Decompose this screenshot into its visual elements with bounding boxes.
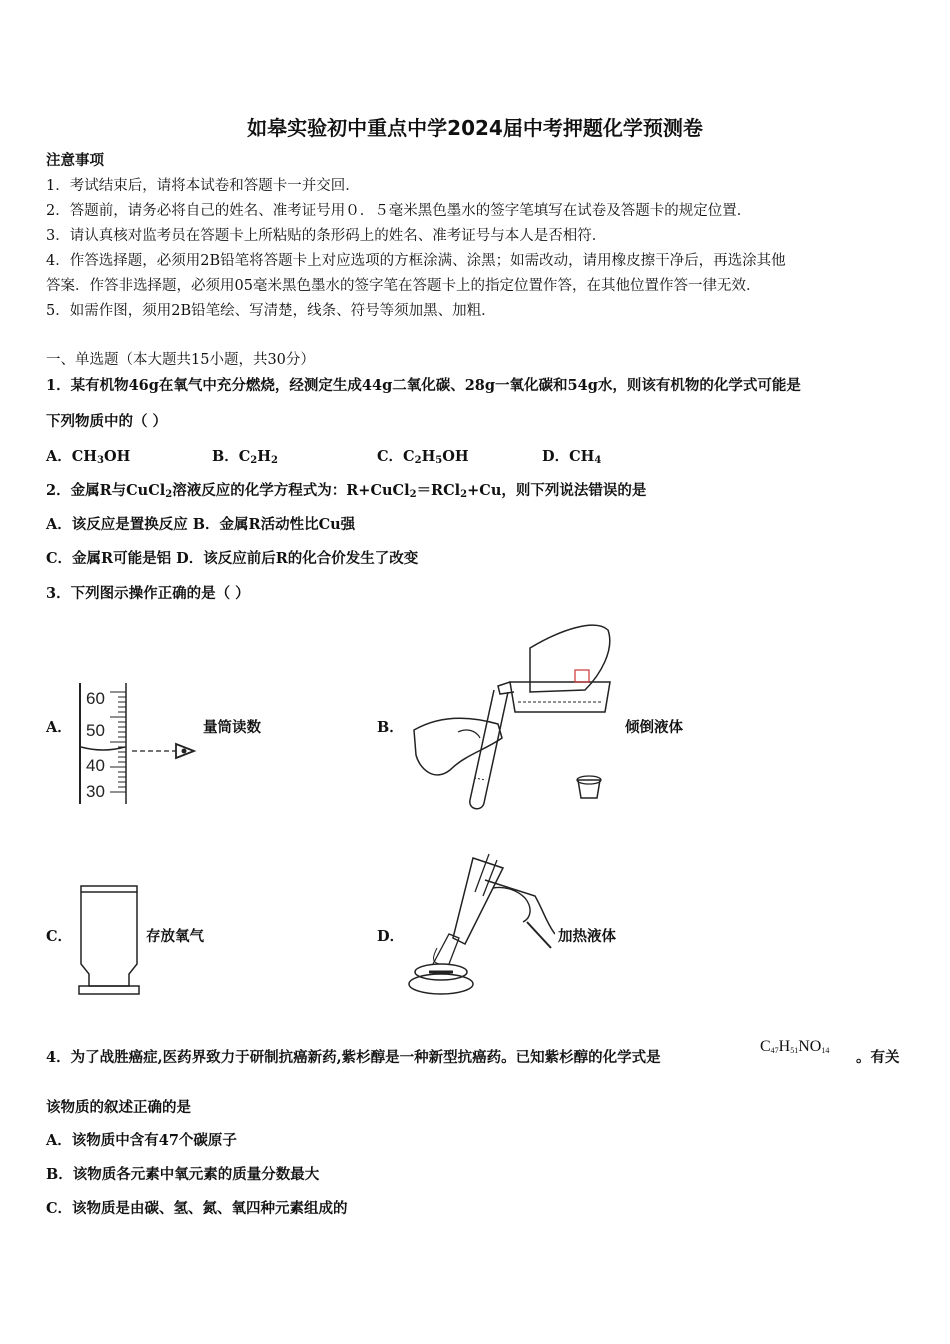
- q4-option-c: C．该物质是由碳、氢、氮、氧四种元素组成的: [46, 1200, 348, 1217]
- notice-item-1: 1．考试结束后，请将本试卷和答题卡一并交回．: [46, 178, 360, 194]
- tick-label-30: 30: [86, 782, 105, 801]
- gas-jar-figure: [75, 882, 145, 1000]
- tick-label-50: 50: [86, 721, 105, 740]
- q1-option-d: D．$CH_4$: [542, 448, 602, 466]
- q1-option-c: C．$C_2H_5OH$: [377, 448, 469, 466]
- q2-options-cd: C．金属R可能是铝 D．该反应前后R的化合价发生了改变: [46, 550, 419, 567]
- graduated-cylinder-figure: [72, 680, 202, 810]
- notice-heading: 注意事项: [46, 152, 104, 169]
- q4-stem-end: 。有关: [856, 1049, 900, 1066]
- q3-option-c-letter: C．: [46, 928, 73, 945]
- notice-item-3: 3．请认真核对监考员在答题卡上所粘贴的条形码上的姓名、准考证号与本人是否相符．: [46, 228, 607, 244]
- q3-option-d-label: 加热液体: [558, 928, 616, 945]
- q3-stem: 3．下列图示操作正确的是（ ）: [46, 585, 250, 602]
- q3-option-a-label: 量筒读数: [203, 719, 261, 736]
- q3-option-b-letter: B．: [377, 719, 404, 736]
- tick-label-40: 40: [86, 756, 105, 775]
- q3-option-c-label: 存放氧气: [146, 928, 204, 945]
- q3-option-a-letter: A．: [46, 719, 72, 736]
- q1-stem-cont: 下列物质中的（ ）: [46, 413, 168, 430]
- pouring-liquid-figure: [410, 620, 620, 810]
- heating-liquid-figure: [405, 852, 555, 1000]
- q2-options-ab: A．该反应是置换反应 B．金属R活动性比Cu强: [46, 516, 356, 533]
- notice-item-2: 2．答题前，请务必将自己的姓名、准考证号用０．５毫米黑色墨水的签字笔填写在试卷及答题卡的规定位置．: [46, 203, 752, 219]
- q4-option-b: B．该物质各元素中氧元素的质量分数最大: [46, 1166, 320, 1183]
- q3-option-b-label: 倾倒液体: [625, 719, 683, 736]
- q4-option-a: A．该物质中含有47个碳原子: [46, 1132, 237, 1149]
- page-title: 如皋实验初中重点中学2024届中考押题化学预测卷: [247, 116, 703, 140]
- q4-formula: $C_{47}H_{51}NO_{14}$: [760, 1038, 830, 1055]
- notice-item-4: 4．作答选择题，必须用2B铅笔将答题卡上对应选项的方框涂满、涂黑；如需改动，请用橡皮擦干净后，再选涂其他: [46, 253, 786, 269]
- notice-item-4-cont: 答案．作答非选择题，必须用05毫米黑色墨水的签字笔在答题卡上的指定位置作答，在其他位置作答一律无效．: [46, 278, 761, 294]
- q2-stem: 2．金属R与CuCl$_2$溶液反应的化学方程式为：R+CuCl$_2$＝RCl$_2$+Cu，则下列说法错误的是: [46, 482, 647, 500]
- q1-stem: 1．某有机物46g在氧气中充分燃烧，经测定生成44g二氧化碳、28g一氧化碳和54g水，则该有机物的化学式可能是: [46, 377, 801, 394]
- q4-stem-cont: 该物质的叙述正确的是: [46, 1099, 191, 1116]
- section-heading: 一、单选题（本大题共15小题，共30分）: [46, 352, 315, 368]
- notice-item-5: 5．如需作图，须用2B铅笔绘、写清楚，线条、符号等须加黑、加粗．: [46, 303, 496, 319]
- q4-stem: 4．为了战胜癌症,医药界致力于研制抗癌新药,紫杉醇是一种新型抗癌药。已知紫杉醇的化学式是: [46, 1049, 661, 1066]
- q3-option-d-letter: D．: [377, 928, 405, 945]
- tick-label-60: 60: [86, 689, 105, 708]
- q1-option-b: B．$C_2H_2$: [212, 448, 278, 466]
- q1-option-a: A．$CH_3OH$: [46, 448, 131, 466]
